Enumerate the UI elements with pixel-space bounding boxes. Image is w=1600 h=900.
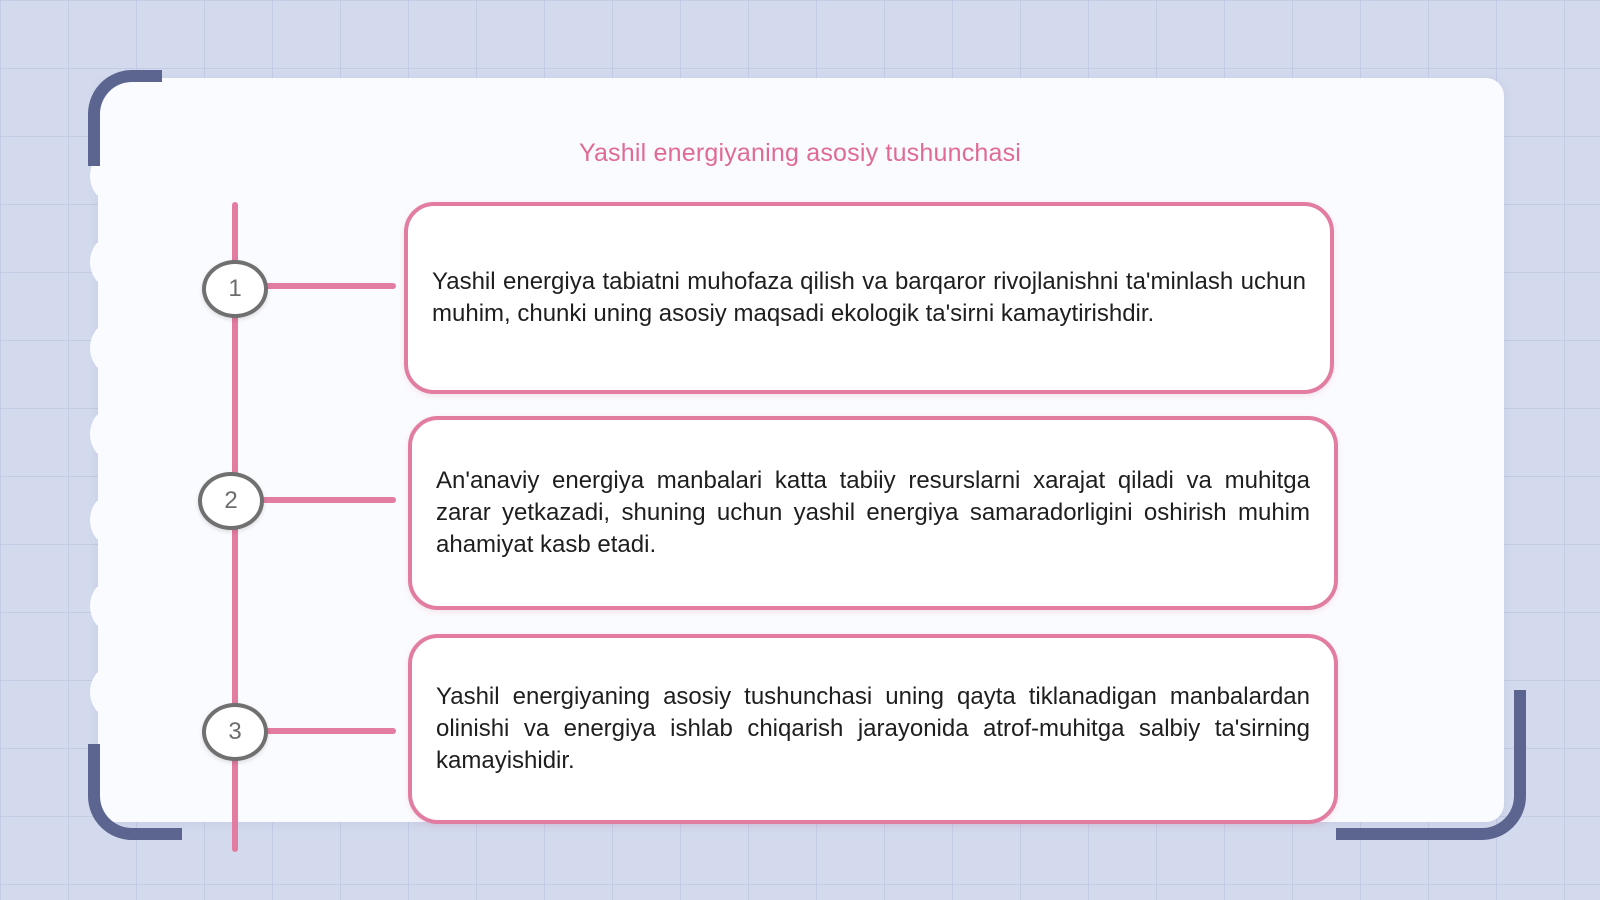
timeline-connector bbox=[264, 283, 396, 289]
sheet-scallop bbox=[90, 582, 126, 630]
sheet-scallop bbox=[90, 496, 126, 544]
step-number-badge: 2 bbox=[198, 472, 264, 530]
step-card bbox=[408, 634, 1338, 824]
step-card bbox=[404, 202, 1334, 394]
step-card bbox=[408, 416, 1338, 610]
sheet-scallop bbox=[90, 668, 126, 716]
step-card-text: Yashil energiya tabiatni muhofaza qilish va barqaror rivojlanishni ta'minlash uchun muhim, chunki uning asosiy maqsadi ekologik ta'sirni kamaytirishdir. bbox=[432, 268, 1306, 327]
step-number-badge: 3 bbox=[202, 703, 268, 761]
timeline-connector bbox=[264, 728, 396, 734]
step-card-text: Yashil energiyaning asosiy tushunchasi uning qayta tiklanadigan manbalardan olinishi va energiya ishlab chiqarish jarayonida atrof-muhitga salbiy ta'sirning kamayishidir. bbox=[436, 683, 1310, 774]
timeline-connector bbox=[262, 497, 396, 503]
corner-bracket-bottom-left bbox=[88, 744, 182, 840]
sheet-scallop bbox=[90, 324, 126, 372]
sheet-scallop bbox=[90, 238, 126, 286]
step-card-text: An'anaviy energiya manbalari katta tabiiy resurslarni xarajat qiladi va muhitga zarar yetkazadi, shuning uchun yashil energiya samaradorligini oshirish muhim ahamiyat kasb etadi. bbox=[436, 467, 1310, 558]
step-number-badge: 1 bbox=[202, 260, 268, 318]
corner-bracket-bottom-right bbox=[1336, 690, 1526, 840]
sheet-scallop bbox=[90, 410, 126, 458]
slide-title: Yashil energiyaning asosiy tushunchasi bbox=[578, 138, 1022, 167]
